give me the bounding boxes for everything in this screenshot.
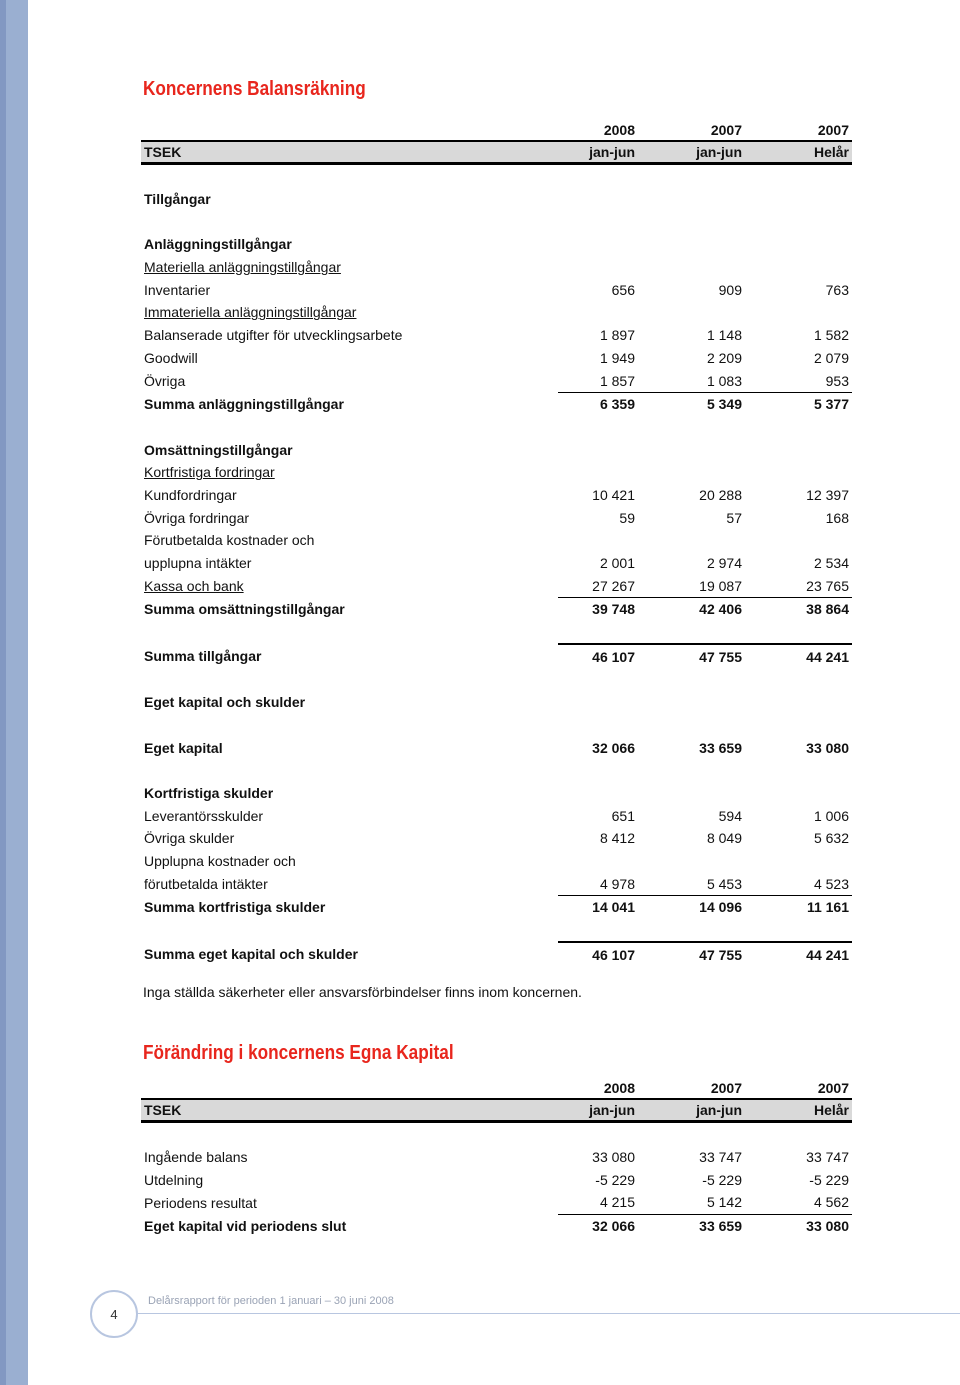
tsek-label: TSEK bbox=[141, 1099, 558, 1122]
row-summa-anlaggningstillgangar bbox=[141, 392, 852, 415]
period-2007-full: Helår bbox=[745, 1099, 852, 1122]
value-2008: 651 bbox=[611, 807, 635, 824]
tsek-label: TSEK bbox=[141, 141, 558, 164]
value-2007-h1: 33 747 bbox=[699, 1149, 742, 1166]
row-summa-tillgangar bbox=[141, 644, 852, 668]
balance-table bbox=[141, 120, 852, 966]
row-label: Tillgångar bbox=[144, 191, 211, 208]
row-label: Inventarier bbox=[144, 281, 211, 298]
row-periodens-resultat bbox=[141, 1191, 852, 1214]
row-label: Summa kortfristiga skulder bbox=[144, 899, 326, 916]
value-2008: 656 bbox=[611, 281, 635, 298]
footer-text: Delårsrapport för perioden 1 januari – 30 juni 2008 bbox=[148, 1295, 394, 1307]
equity-table bbox=[141, 1078, 852, 1237]
row-ovriga-skulder bbox=[141, 827, 852, 850]
row-eget-kapital-vid-periodens-slut bbox=[141, 1214, 852, 1237]
row-utdelning bbox=[141, 1168, 852, 1191]
row-label: Förutbetalda kostnader och bbox=[144, 532, 315, 549]
value-2007-h1: 5 453 bbox=[638, 872, 745, 895]
value-2008: 4 978 bbox=[558, 872, 638, 895]
row-inventarier bbox=[141, 278, 852, 301]
value-2008: 14 041 bbox=[592, 899, 635, 916]
value-2007-h1: 33 659 bbox=[699, 739, 742, 756]
row-anlaggningstillgangar bbox=[141, 233, 852, 256]
value-2007-h1: 33 659 bbox=[699, 1218, 742, 1235]
row-label: Periodens resultat bbox=[144, 1194, 257, 1211]
value-2008: 32 066 bbox=[592, 739, 635, 756]
row-upplupna-intakter bbox=[141, 552, 852, 575]
value-2007-full: 11 161 bbox=[806, 899, 849, 916]
value-2007-h1: 47 755 bbox=[638, 942, 745, 966]
row-label: Materiella anläggningstillgångar bbox=[144, 259, 341, 276]
row-label: Summa omsättningstillgångar bbox=[144, 601, 345, 618]
value-2008: -5 229 bbox=[595, 1171, 635, 1188]
value-2007-h1: 57 bbox=[726, 509, 742, 526]
period-2007-h1: jan-jun bbox=[638, 141, 745, 164]
value-2007-h1: 2 974 bbox=[706, 555, 742, 572]
row-ovriga-fordringar bbox=[141, 506, 852, 529]
row-summa-eget-kapital-och-skulder bbox=[141, 942, 852, 966]
row-ovriga bbox=[141, 369, 852, 392]
value-2007-full: 2 534 bbox=[813, 555, 849, 572]
row-label: Utdelning bbox=[144, 1171, 204, 1188]
equity-title: Förändring i koncernens Egna Kapital bbox=[143, 1042, 454, 1064]
value-2007-h1: 19 087 bbox=[638, 574, 745, 597]
value-2007-h1: 8 049 bbox=[706, 830, 742, 847]
row-tillgangar bbox=[141, 188, 852, 211]
value-2007-h1: 909 bbox=[718, 281, 742, 298]
year-2007-full: 2007 bbox=[817, 1080, 849, 1096]
balance-title: Koncernens Balansräkning bbox=[143, 78, 366, 100]
value-2007-full: 5 377 bbox=[813, 396, 849, 413]
row-label: förutbetalda intäkter bbox=[144, 875, 268, 892]
value-2007-h1: 594 bbox=[718, 807, 742, 824]
value-2008: 2 001 bbox=[599, 555, 635, 572]
value-2008: 27 267 bbox=[558, 574, 638, 597]
row-label: Leverantörsskulder bbox=[144, 807, 264, 824]
side-bar-shade bbox=[0, 0, 6, 1385]
value-2007-full: -5 229 bbox=[809, 1171, 849, 1188]
value-2007-full: 763 bbox=[825, 281, 849, 298]
footer-divider bbox=[136, 1313, 960, 1314]
value-2007-full: 5 632 bbox=[813, 830, 849, 847]
row-goodwill bbox=[141, 347, 852, 370]
value-2008: 32 066 bbox=[592, 1218, 635, 1235]
row-eget-kapital bbox=[141, 736, 852, 759]
value-2007-full: 12 397 bbox=[806, 486, 849, 503]
value-2008: 46 107 bbox=[558, 644, 638, 668]
value-2007-full: 4 523 bbox=[745, 872, 852, 895]
row-label: Kortfristiga skulder bbox=[144, 784, 274, 801]
row-label: Summa eget kapital och skulder bbox=[144, 946, 358, 963]
value-2008: 4 215 bbox=[558, 1191, 638, 1214]
row-label: Upplupna kostnader och bbox=[144, 852, 296, 869]
value-2007-h1: 5 142 bbox=[638, 1191, 745, 1214]
value-2007-full: 4 562 bbox=[745, 1191, 852, 1214]
year-2007-h1: 2007 bbox=[710, 122, 742, 138]
page-number-badge bbox=[90, 1290, 138, 1338]
value-2007-h1: 47 755 bbox=[638, 644, 745, 668]
value-2007-h1: 1 148 bbox=[706, 327, 742, 344]
row-label: Eget kapital bbox=[144, 739, 223, 756]
value-2008: 39 748 bbox=[592, 601, 635, 618]
value-2007-full: 33 747 bbox=[806, 1149, 849, 1166]
value-2007-full: 953 bbox=[745, 369, 852, 392]
value-2007-full: 1 006 bbox=[813, 807, 849, 824]
value-2007-h1: 20 288 bbox=[699, 486, 742, 503]
row-label: Kundfordringar bbox=[144, 486, 237, 503]
row-kundfordringar bbox=[141, 484, 852, 507]
row-label: Övriga bbox=[144, 372, 186, 389]
period-2007-h1: jan-jun bbox=[638, 1099, 745, 1122]
value-2008: 46 107 bbox=[558, 942, 638, 966]
row-label: Anläggningstillgångar bbox=[144, 236, 292, 253]
row-materiella bbox=[141, 256, 852, 279]
value-2008: 10 421 bbox=[592, 486, 635, 503]
header-row bbox=[141, 141, 852, 164]
value-2007-full: 38 864 bbox=[806, 601, 849, 618]
value-2008: 1 897 bbox=[599, 327, 635, 344]
value-2007-full: 44 241 bbox=[745, 942, 852, 966]
year-2008: 2008 bbox=[603, 122, 635, 138]
row-kassa-och-bank bbox=[141, 574, 852, 597]
row-label: Goodwill bbox=[144, 349, 198, 366]
value-2007-full: 2 079 bbox=[813, 349, 849, 366]
row-label: Immateriella anläggningstillgångar bbox=[144, 304, 357, 321]
row-kortfristiga-skulder bbox=[141, 782, 852, 805]
year-2007-full: 2007 bbox=[817, 122, 849, 138]
row-label: Summa anläggningstillgångar bbox=[144, 395, 344, 412]
row-label: Summa tillgångar bbox=[144, 648, 262, 665]
row-label: Ingående balans bbox=[144, 1149, 248, 1166]
value-2007-h1: 2 209 bbox=[706, 349, 742, 366]
row-immateriella bbox=[141, 301, 852, 324]
row-label: Övriga fordringar bbox=[144, 509, 250, 526]
row-label: Övriga skulder bbox=[144, 830, 235, 847]
value-2008: 1 857 bbox=[558, 369, 638, 392]
row-label: Eget kapital vid periodens slut bbox=[144, 1217, 347, 1234]
value-2007-full: 33 080 bbox=[806, 739, 849, 756]
value-2007-h1: 1 083 bbox=[638, 369, 745, 392]
page-number: 4 bbox=[110, 1306, 118, 1322]
row-forutbetalda-intakter bbox=[141, 872, 852, 895]
row-ingaende-balans bbox=[141, 1146, 852, 1169]
value-2008: 6 359 bbox=[599, 396, 635, 413]
row-label: Kortfristiga fordringar bbox=[144, 464, 275, 481]
value-2007-full: 33 080 bbox=[806, 1218, 849, 1235]
header-row bbox=[141, 1099, 852, 1122]
value-2008: 33 080 bbox=[592, 1149, 635, 1166]
year-2007-h1: 2007 bbox=[710, 1080, 742, 1096]
value-2007-full: 1 582 bbox=[813, 327, 849, 344]
value-2007-h1: 14 096 bbox=[699, 899, 742, 916]
value-2008: 1 949 bbox=[599, 349, 635, 366]
row-label: Balanserade utgifter för utvecklingsarbete bbox=[144, 327, 403, 344]
value-2007-full: 168 bbox=[825, 509, 849, 526]
value-2007-h1: 42 406 bbox=[699, 601, 742, 618]
row-label: upplupna intäkter bbox=[144, 555, 252, 572]
balance-note: Inga ställda säkerheter eller ansvarsförbindelser finns inom koncernen. bbox=[143, 984, 582, 1000]
year-row bbox=[141, 1078, 852, 1099]
row-upplupna-kostnader bbox=[141, 850, 852, 873]
year-row bbox=[141, 120, 852, 141]
row-label: Omsättningstillgångar bbox=[144, 441, 293, 458]
row-kortfristiga-fordringar bbox=[141, 461, 852, 484]
row-eget-kapital-och-skulder bbox=[141, 691, 852, 714]
row-forutbetalda-kostnader bbox=[141, 529, 852, 552]
value-2007-full: 44 241 bbox=[745, 644, 852, 668]
row-omsattningstillgangar bbox=[141, 438, 852, 461]
value-2008: 8 412 bbox=[599, 830, 635, 847]
row-summa-omsattningstillgangar bbox=[141, 598, 852, 621]
year-2008: 2008 bbox=[603, 1080, 635, 1096]
value-2007-full: 23 765 bbox=[745, 574, 852, 597]
period-2008: jan-jun bbox=[558, 1099, 638, 1122]
period-2007-full: Helår bbox=[745, 141, 852, 164]
value-2007-h1: -5 229 bbox=[702, 1171, 742, 1188]
value-2008: 59 bbox=[619, 509, 635, 526]
row-summa-kortfristiga-skulder bbox=[141, 896, 852, 919]
period-2008: jan-jun bbox=[558, 141, 638, 164]
row-label: Eget kapital och skulder bbox=[144, 694, 306, 711]
row-leverantorsskulder bbox=[141, 804, 852, 827]
value-2007-h1: 5 349 bbox=[706, 396, 742, 413]
row-balanserade-utgifter bbox=[141, 324, 852, 347]
row-label: Kassa och bank bbox=[144, 577, 244, 594]
